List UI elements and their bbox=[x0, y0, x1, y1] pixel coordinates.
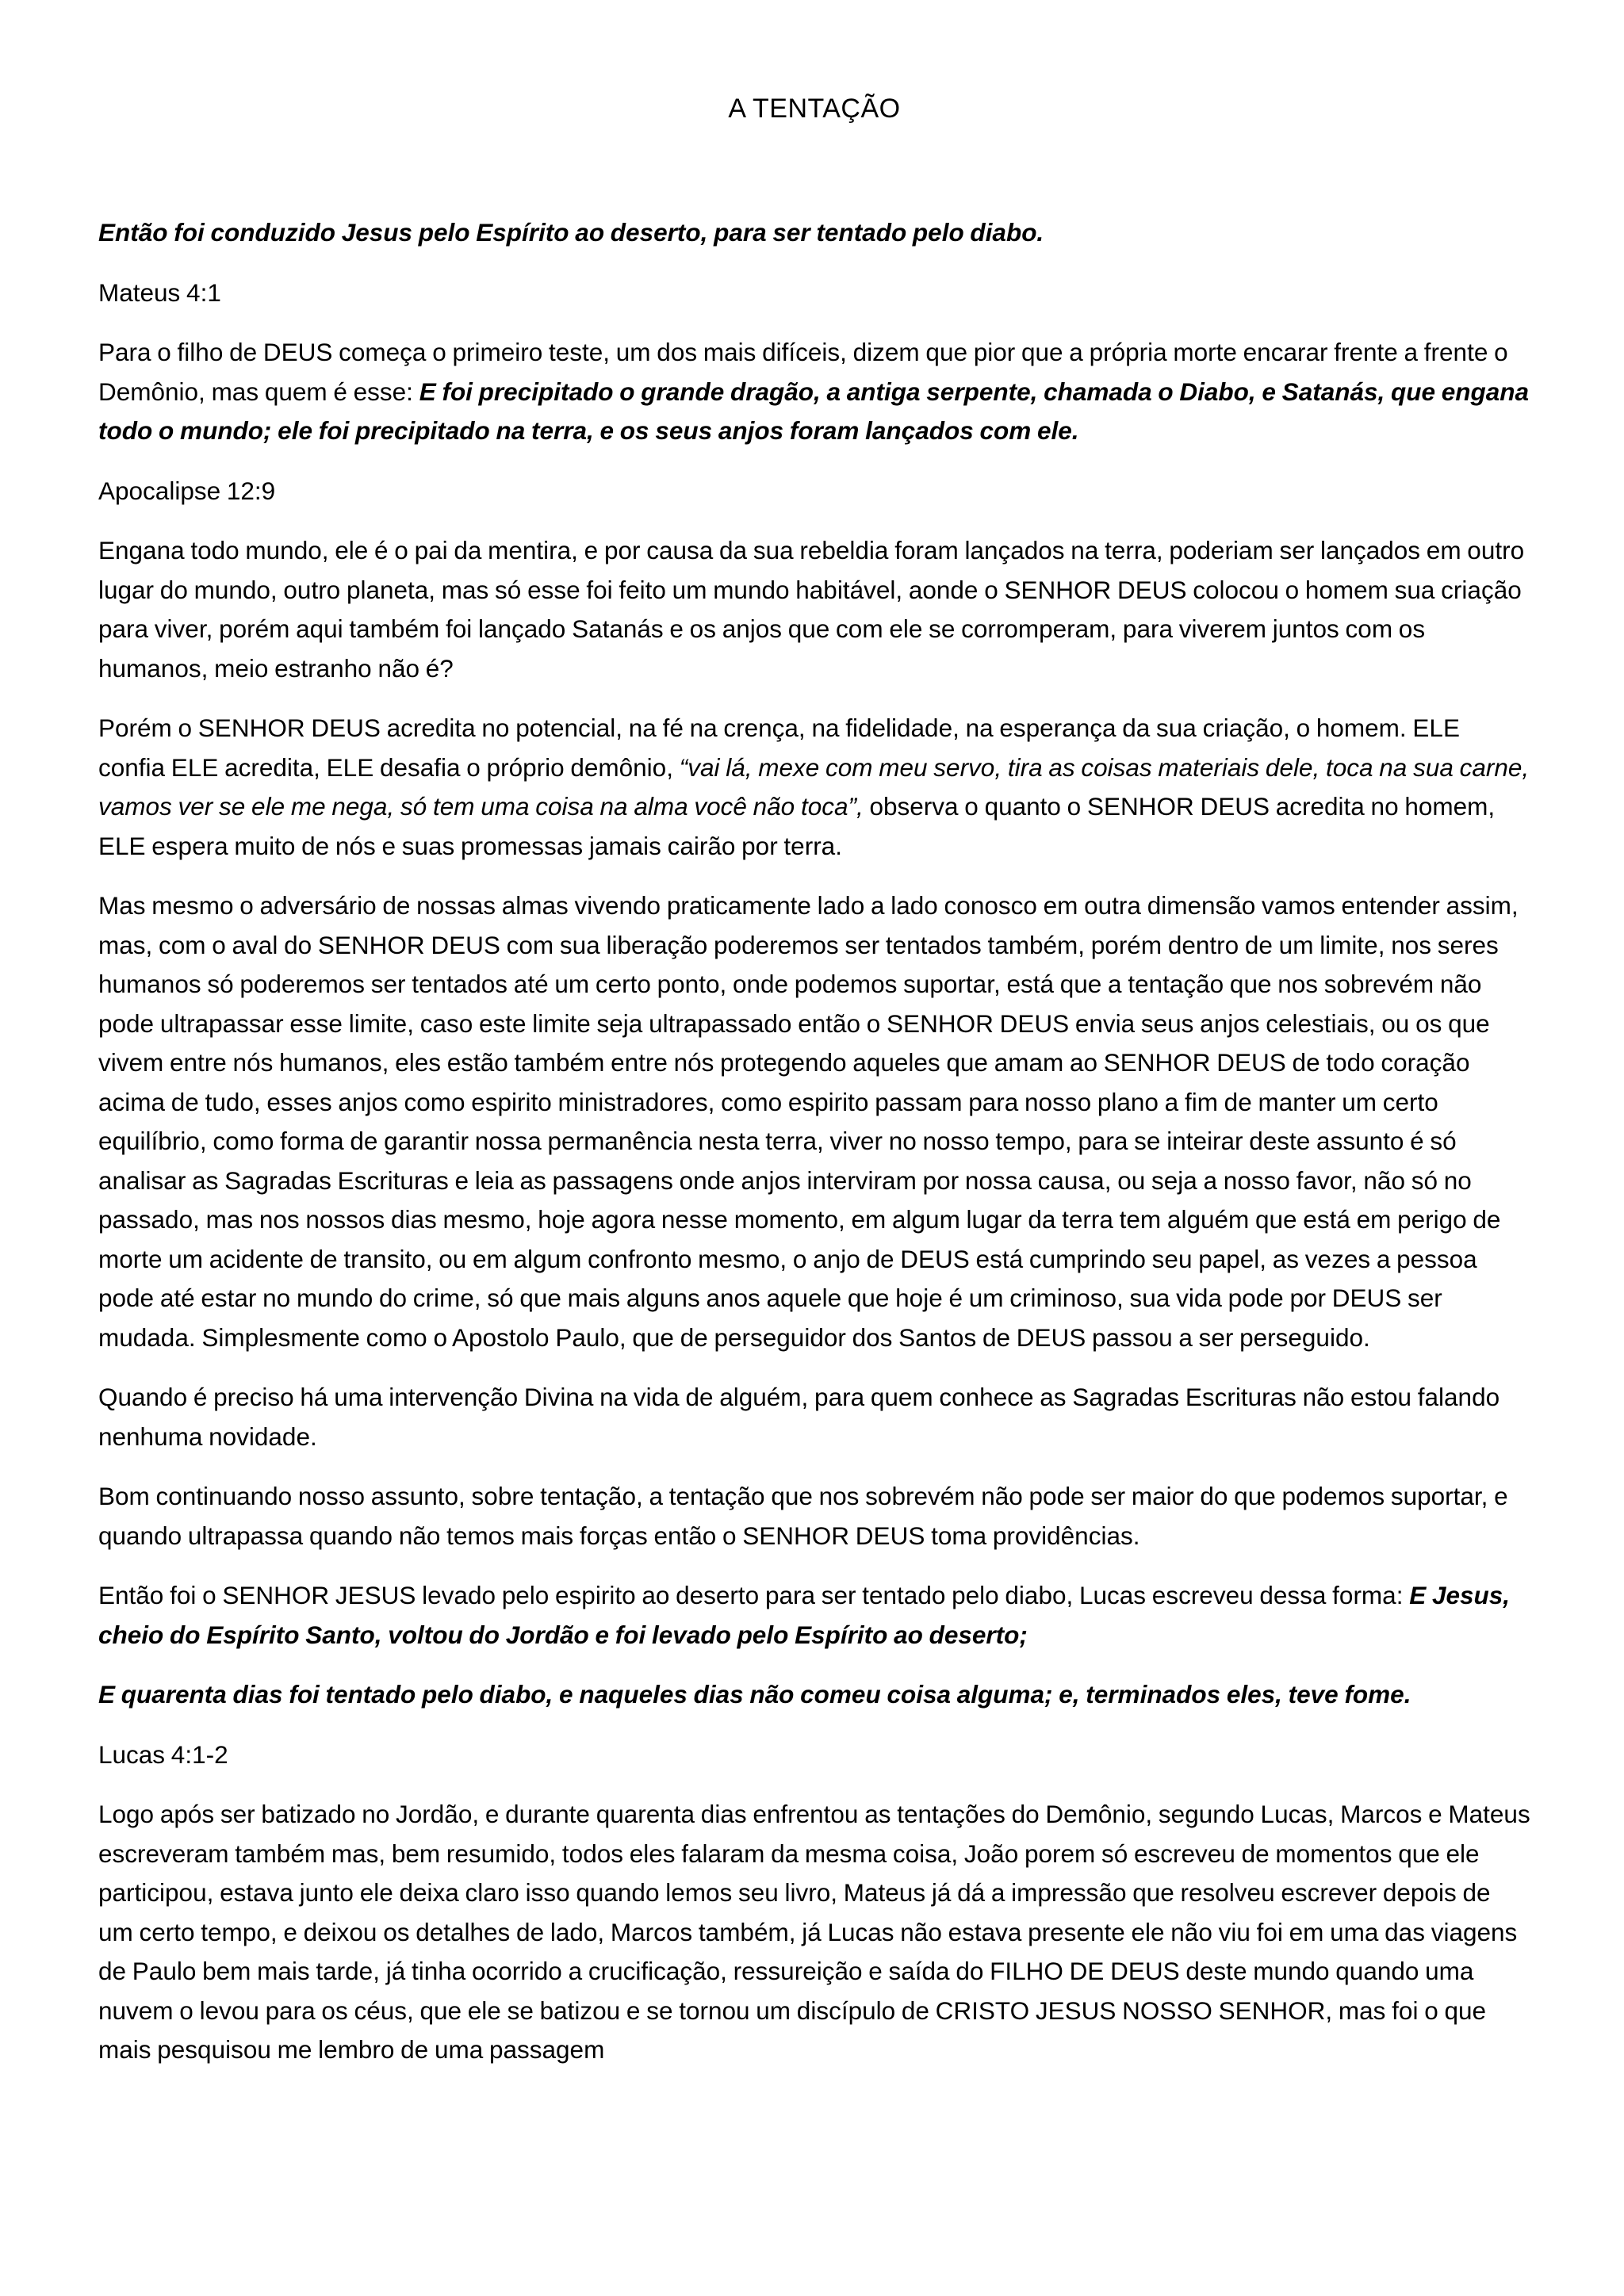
verse-matthew: Então foi conduzido Jesus pelo Espírito ao deserto, para ser tentado pelo diabo. bbox=[98, 218, 1044, 247]
paragraph-gospels: Logo após ser batizado no Jordão, e durante quarenta dias enfrentou as tentações do Demônio, segundo Lucas, Marcos e Mateus escreveram também mas, bem resumido, todos eles falaram da mesma coisa, João porem só escreveu de momentos que ele participou, estava junto ele deixa claro isso quando lemos seu livro, Mateus já dá a impressão que resolveu escrever depois de um certo tempo, e deixou os detalhes de lado, Marcos também, já Lucas não estava presente ele não viu foi em uma das viagens de Paulo bem mais tarde, já tinha ocorrido a crucificação, ressureição e saída do FILHO DE DEUS deste mundo quando uma nuvem o levou para os céus, que ele se batizou e se tornou um discípulo de CRISTO JESUS NOSSO SENHOR, mas foi o que mais pesquisou me lembro de uma passagem bbox=[98, 1800, 1530, 2064]
paragraph-first-test-text: Para o filho de DEUS começa o primeiro teste, um dos mais difíceis, dizem que pior que a própria morte encarar frente a frente o Demônio, mas quem é esse: bbox=[98, 338, 1508, 406]
paragraph-luke-intro bbox=[98, 1576, 1530, 1655]
verse-luke-1: E Jesus, cheio do Espírito Santo, voltou do Jordão e foi levado pelo Espírito ao deserto; bbox=[98, 1581, 1511, 1649]
paragraph-god-believes bbox=[98, 709, 1530, 866]
paragraph-adversary: Mas mesmo o adversário de nossas almas vivendo praticamente lado a lado conosco em outra dimensão vamos entender assim, mas, com o aval do SENHOR DEUS com sua liberação poderemos ser tentados também, porém dentro de um limite, nos seres humanos só poderemos ser tentados até um certo ponto, onde podemos suportar, está que a tentação que nos sobrevém não pode ultrapassar esse limite, caso este limite seja ultrapassado então o SENHOR DEUS envia seus anjos celestiais, ou os que vivem entre nós humanos, eles estão também entre nós protegendo aqueles que amam ao SENHOR DEUS de todo coração acima de tudo, esses anjos como espirito ministradores, como espirito passam para nosso plano a fim de manter um certo equilíbrio, como forma de garantir nossa permanência nesta terra, viver no nosso tempo, para se inteirar deste assunto é só analisar as Sagradas Escrituras e leia as passagens onde anjos interviram por nossa causa, ou seja a nosso favor, não só no passado, mas nos nossos dias mesmo, hoje agora nesse momento, em algum lugar da terra tem alguém que está em perigo de morte um acidente de transito, ou em algum confronto mesmo, o anjo de DEUS está cumprindo seu papel, as vezes a pessoa pode até estar no mundo do crime, só que mais alguns anos aquele que hoje é um criminoso, sua vida pode por DEUS ser mudada. Simplesmente como o Apostolo Paulo, que de perseguidor dos Santos de DEUS passou a ser perseguido. bbox=[98, 891, 1519, 1352]
paragraph-luke-intro-text: Então foi o SENHOR JESUS levado pelo espirito ao deserto para ser tentado pelo diabo, Lucas escreveu dessa forma: bbox=[98, 1581, 1410, 1609]
page-title: A TENTAÇÃO bbox=[728, 94, 901, 124]
reference-matthew: Mateus 4:1 bbox=[98, 277, 221, 307]
paragraph-god-believes-text: Porém o SENHOR DEUS acredita no potencial, na fé na crença, na fidelidade, na esperança da sua criação, o homem. ELE confia ELE acredita, ELE desafia o próprio demônio, bbox=[98, 714, 1460, 782]
reference-revelation: Apocalipse 12:9 bbox=[98, 476, 276, 505]
paragraph-deceiver: Engana todo mundo, ele é o pai da mentira, e por causa da sua rebeldia foram lançados na terra, poderiam ser lançados em outro lugar do mundo, outro planeta, mas só esse foi feito um mundo habitável, aonde o SENHOR DEUS colocou o homem sua criação para viver, porém aqui também foi lançado Satanás e os anjos que com ele se corromperam, para viverem juntos com os humanos, meio estranho não é? bbox=[98, 536, 1525, 683]
paragraph-god-believes-end: observa o quanto o SENHOR DEUS acredita no homem, ELE espera muito de nós e suas promessas jamais cairão por terra. bbox=[98, 792, 1496, 860]
paragraph-temptation-limit: Bom continuando nosso assunto, sobre tentação, a tentação que nos sobrevém não pode ser maior do que podemos suportar, e quando ultrapassa quando não temos mais forças então o SENHOR DEUS toma providências. bbox=[98, 1482, 1508, 1550]
paragraph-first-test bbox=[98, 333, 1530, 451]
paragraph-divine-intervention: Quando é preciso há uma intervenção Divina na vida de alguém, para quem conhece as Sagradas Escrituras não estou falando nenhuma novidade. bbox=[98, 1383, 1500, 1451]
verse-luke-2: E quarenta dias foi tentado pelo diabo, e naqueles dias não comeu coisa alguma; e, terminados eles, teve fome. bbox=[98, 1680, 1411, 1709]
verse-revelation: E foi precipitado o grande dragão, a antiga serpente, chamada o Diabo, e Satanás, que engana todo o mundo; ele foi precipitado na terra, e os seus anjos foram lançados com ele. bbox=[98, 377, 1530, 445]
quoted-challenge: “vai lá, mexe com meu servo, tira as coisas materiais dele, toca na sua carne, vamos ver se ele me nega, só tem uma coisa na alma você não toca”, bbox=[98, 752, 1530, 821]
reference-luke: Lucas 4:1-2 bbox=[98, 1739, 228, 1769]
